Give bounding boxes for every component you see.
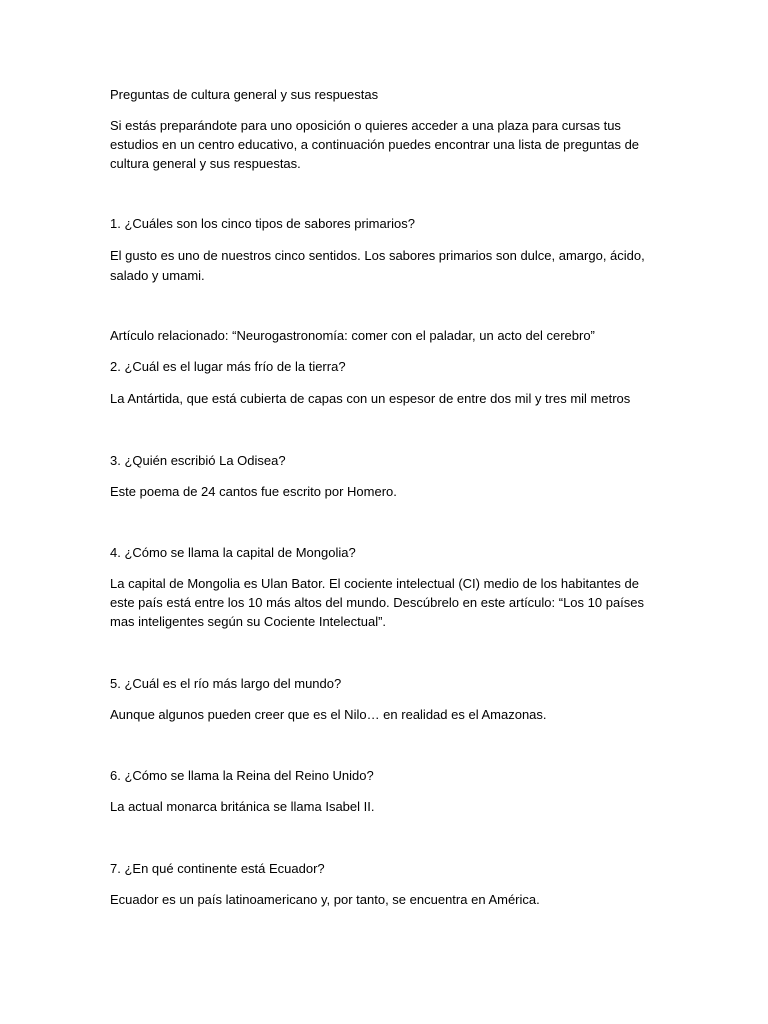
- answer-4-line-1: La capital de Mongolia es Ulan Bator. El cociente intelectual (CI) medio de los habitantes de: [110, 576, 639, 591]
- question-4: 4. ¿Cómo se llama la capital de Mongolia?: [110, 545, 356, 560]
- intro-line-2: estudios en un centro educativo, a continuación puedes encontrar una lista de preguntas de: [110, 137, 640, 152]
- related-article: Artículo relacionado: “Neurogastronomía: comer con el paladar, un acto del cerebro”: [110, 328, 595, 343]
- answer-6: La actual monarca británica se llama Isabel II.: [110, 799, 375, 814]
- question-1: 1. ¿Cuáles son los cinco tipos de sabores primarios?: [110, 216, 415, 231]
- answer-7: Ecuador es un país latinoamericano y, por tanto, se encuentra en América.: [110, 892, 540, 907]
- answer-1-line-2: salado y umami.: [110, 268, 205, 283]
- answer-4-line-3: mas inteligentes según su Cociente Intelectual”.: [110, 614, 387, 629]
- question-5: 5. ¿Cuál es el río más largo del mundo?: [110, 676, 342, 691]
- answer-5: Aunque algunos pueden creer que es el Nilo… en realidad es el Amazonas.: [110, 707, 547, 722]
- answer-1-line-1: El gusto es uno de nuestros cinco sentidos. Los sabores primarios son dulce, amargo, ácido,: [110, 248, 645, 263]
- document-title: Preguntas de cultura general y sus respuestas: [110, 87, 379, 102]
- intro-line-3: cultura general y sus respuestas.: [110, 156, 301, 171]
- question-2: 2. ¿Cuál es el lugar más frío de la tierra?: [110, 359, 346, 374]
- answer-3: Este poema de 24 cantos fue escrito por Homero.: [110, 484, 397, 499]
- answer-4-line-2: este país está entre los 10 más altos del mundo. Descúbrelo en este artículo: “Los 10 países: [110, 595, 645, 610]
- question-3: 3. ¿Quién escribió La Odisea?: [110, 453, 286, 468]
- question-6: 6. ¿Cómo se llama la Reina del Reino Unido?: [110, 768, 374, 783]
- answer-2: La Antártida, que está cubierta de capas con un espesor de entre dos mil y tres mil metros: [110, 391, 631, 406]
- question-7: 7. ¿En qué continente está Ecuador?: [110, 861, 325, 876]
- intro-line-1: Si estás preparándote para uno oposición o quieres acceder a una plaza para cursas tus: [110, 118, 621, 133]
